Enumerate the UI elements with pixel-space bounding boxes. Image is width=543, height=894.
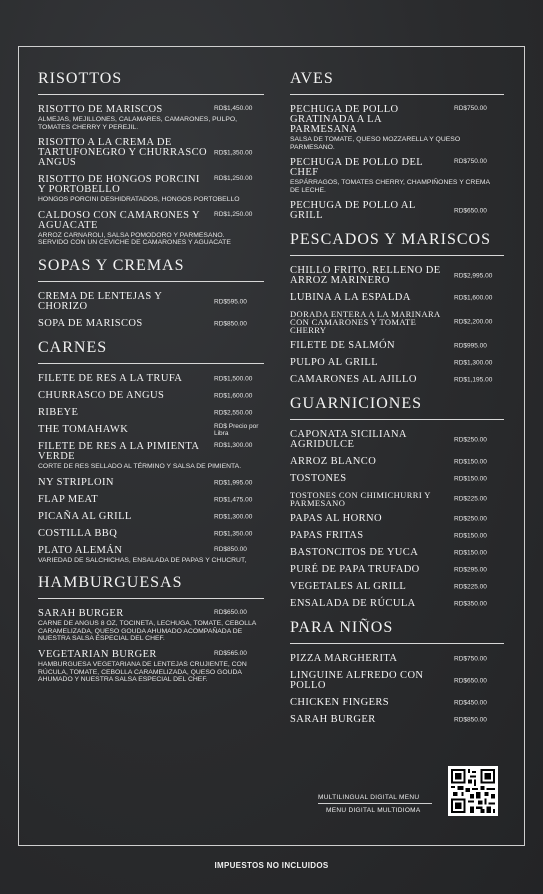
item-price: RD$1,300.00	[214, 513, 253, 521]
item-price: RD$225.00	[454, 495, 487, 503]
item-price: RD$995.00	[454, 342, 487, 350]
section-title: RISOTTOS	[38, 70, 264, 95]
item-price: RD$150.00	[454, 532, 487, 540]
menu-item	[290, 375, 504, 385]
menu-item	[38, 211, 264, 247]
item-price: RD$650.00	[454, 677, 487, 685]
section-title: PESCADOS Y MARISCOS	[290, 231, 504, 256]
item-name: FILETE DE SALMÓN	[290, 340, 395, 352]
item-description: HONGOS PORCINI DESHIDRATADOS, HONGOS PORTOBELLO	[38, 196, 240, 204]
item-description: ALMEJAS, MEJILLONES, CALAMARES, CAMARONES, PULPO, TOMATES CHERRY Y PEREJIL.	[38, 116, 238, 131]
item-name: NY STRIPLOIN	[38, 476, 114, 488]
item-price: RD$250.00	[454, 515, 487, 523]
menu-item	[38, 442, 264, 471]
item-name: PLATO ALEMÁN	[38, 544, 123, 556]
item-name: RISOTTO DE HONGOS PORCINI Y PORTOBELLO	[38, 174, 200, 196]
qr-divider	[318, 803, 432, 804]
item-price: RD$750.00	[454, 655, 487, 663]
menu-item	[38, 292, 264, 312]
item-name: PECHUGA DE POLLO AL GRILL	[290, 200, 416, 222]
item-name: ARROZ BLANCO	[290, 456, 377, 468]
item-name: DORADA ENTERA A LA MARINARA CON CAMARONES Y TOMATE CHERRY	[290, 309, 441, 336]
item-price: RD$850.00	[454, 716, 487, 724]
item-name: ENSALADA DE RÚCULA	[290, 598, 416, 610]
item-description: ARROZ CARNAROLI, SALSA POMODORO Y PARMESANO. SERVIDO CON UN CEVICHE DE CAMARONES Y AGUACATE	[38, 231, 231, 247]
item-price: RD$1,300.00	[214, 441, 253, 449]
item-name: SARAH BURGER	[38, 608, 124, 620]
menu-item	[38, 650, 264, 684]
menu-item	[290, 531, 504, 541]
item-description: VARIEDAD DE SALCHICHAS, ENSALADA DE PAPAS Y CHUCRUT,	[38, 556, 247, 564]
section-title: PARA NIÑOS	[290, 619, 504, 644]
item-name: FILETE DE RES A LA PIMIENTA VERDE	[38, 440, 199, 462]
menu-section	[290, 70, 504, 221]
item-price: RD$250.00	[454, 436, 487, 444]
item-price: RD$750.00	[454, 105, 487, 112]
item-price: RD$450.00	[454, 699, 487, 707]
qr-code-icon[interactable]	[448, 766, 498, 816]
qr-label-spanish: MENU DIGITAL MULTIDIOMA	[326, 807, 421, 814]
menu-item	[38, 529, 264, 539]
item-price: RD$750.00	[454, 158, 487, 166]
item-name: CHURRASCO DE ANGUS	[38, 389, 165, 401]
item-name: SARAH BURGER	[290, 714, 376, 726]
item-name: PECHUGA DE POLLO GRATINADA A LA PARMESANA	[290, 104, 399, 135]
item-name: LINGUINE ALFREDO CON POLLO	[290, 670, 424, 692]
menu-item	[38, 609, 264, 643]
qr-label-english: MULTILINGUAL DIGITAL MENU	[318, 794, 420, 801]
menu-item	[290, 430, 504, 450]
item-name: VEGETARIAN BURGER	[38, 648, 157, 660]
menu-item	[290, 582, 504, 592]
menu-section	[290, 619, 504, 725]
item-price: RD$1,250.00	[214, 210, 253, 218]
menu-right-column	[290, 70, 504, 735]
menu-item	[290, 310, 504, 334]
item-price: RD$150.00	[454, 458, 487, 466]
item-price: RD$1,995.00	[214, 479, 253, 487]
item-price: RD$225.00	[454, 583, 487, 591]
item-name: RISOTTO A LA CREMA DE TARTUFONEGRO Y CHURRASCO ANGUS	[38, 137, 207, 169]
menu-item	[38, 478, 264, 488]
menu-item	[38, 374, 264, 384]
menu-item	[38, 138, 264, 168]
item-price: RD$1,350.00	[214, 149, 253, 157]
item-name: CAPONATA SICILIANA AGRIDULCE	[290, 429, 407, 451]
item-price: RD$850.00	[214, 545, 247, 553]
section-title: HAMBURGUESAS	[38, 574, 264, 599]
menu-item	[290, 266, 504, 286]
item-description: CORTE DE RES SELLADO AL TÉRMINO Y SALSA DE PIMIENTA.	[38, 462, 242, 470]
item-name: TOSTONES CON CHIMICHURRI Y PARMESANO	[290, 490, 431, 509]
item-name: VEGETALES AL GRILL	[290, 581, 407, 593]
item-price: RD$1,195.00	[454, 376, 493, 384]
item-name: FLAP MEAT	[38, 493, 99, 505]
item-name: TOSTONES	[290, 473, 347, 485]
menu-item	[290, 654, 504, 664]
item-price: RD$150.00	[454, 475, 487, 483]
item-price: RD$1,350.00	[214, 530, 253, 538]
item-description: HAMBURGUESA VEGETARIANA DE LENTEJAS CRUJIENTE, CON RÚCULA, TOMATE, CEBOLLA CARAMELIZADA, QUESO GOUDA AHUMADO Y NUESTRA SALSA ESPECIAL DEL CHEF.	[38, 660, 247, 684]
item-description: CARNE DE ANGUS 8 OZ, TOCINETA, LECHUGA, TOMATE, CEBOLLA CARAMELIZADA, QUESO GOUDA AHUMADO ACOMPAÑADA DE NUESTRA SALSA ESPECIAL DEL CHEF.	[38, 620, 256, 643]
menu-item	[290, 671, 504, 691]
menu-item	[290, 158, 504, 194]
section-title: AVES	[290, 70, 504, 95]
menu-item	[38, 546, 264, 565]
menu-item	[290, 514, 504, 524]
menu-item	[290, 358, 504, 368]
menu-item	[38, 319, 264, 329]
digital-menu-block	[318, 766, 504, 824]
taxes-footnote: IMPUESTOS NO INCLUIDOS	[214, 861, 329, 870]
menu-item	[290, 565, 504, 575]
item-price: RD$2,200.00	[454, 318, 493, 326]
menu-item	[38, 408, 264, 418]
item-name: PULPO AL GRILL	[290, 357, 379, 369]
menu-item	[38, 175, 264, 204]
item-description: SALSA DE TOMATE, QUESO MOZZARELLA Y QUESO PARMESANO.	[290, 136, 461, 151]
item-name: PECHUGA DE POLLO DEL CHEF	[290, 157, 423, 179]
item-name: CALDOSO CON CAMARONES Y AGUACATE	[38, 209, 200, 231]
item-price: RD$850.00	[214, 320, 247, 328]
item-name: PAPAS AL HORNO	[290, 513, 382, 525]
section-title: CARNES	[38, 339, 264, 364]
menu-item	[290, 457, 504, 467]
item-price: RD$150.00	[454, 549, 487, 557]
menu-item	[38, 422, 264, 437]
menu-item	[290, 491, 504, 507]
item-name: CAMARONES AL AJILLO	[290, 374, 417, 386]
menu-section	[38, 257, 264, 329]
menu-left-column	[38, 70, 264, 694]
item-price: RD$1,300.00	[454, 359, 493, 367]
item-name: THE TOMAHAWK	[38, 423, 129, 435]
menu-item	[290, 599, 504, 609]
menu-item	[290, 201, 504, 221]
item-price: RD$595.00	[214, 298, 247, 306]
menu-item	[290, 548, 504, 558]
menu-item	[290, 698, 504, 708]
item-price: RD$650.00	[214, 609, 247, 617]
item-name: SOPA DE MARISCOS	[38, 317, 143, 329]
item-price: RD$2,995.00	[454, 272, 493, 280]
item-name: RISOTTO DE MARISCOS	[38, 104, 163, 115]
item-price: RD$295.00	[454, 566, 487, 574]
item-price: RD$650.00	[454, 207, 487, 215]
item-name: PICAÑA AL GRILL	[38, 510, 132, 522]
item-name: CREMA DE LENTEJAS Y CHORIZO	[38, 290, 162, 312]
item-price: RD$1,450.00	[214, 105, 253, 112]
section-title: SOPAS Y CREMAS	[38, 257, 264, 282]
item-name: RIBEYE	[38, 406, 79, 418]
item-name: PAPAS FRITAS	[290, 530, 364, 542]
item-name: PURÉ DE PAPA TRUFADO	[290, 564, 420, 576]
item-name: CHILLO FRITO. RELLENO DE ARROZ MARINERO	[290, 265, 441, 287]
menu-item	[38, 512, 264, 522]
menu-section	[38, 574, 264, 684]
item-price: RD$1,500.00	[214, 375, 253, 383]
item-price: RD$350.00	[454, 600, 487, 608]
item-price: RD$1,250.00	[214, 175, 253, 183]
item-price: RD$2,550.00	[214, 409, 253, 417]
item-price: RD$1,600.00	[214, 392, 253, 400]
item-name: CHICKEN FINGERS	[290, 697, 390, 709]
menu-item	[290, 293, 504, 303]
item-name: FILETE DE RES A LA TRUFA	[38, 372, 183, 384]
item-price: RD$1,600.00	[454, 294, 493, 302]
menu-item	[290, 341, 504, 351]
menu-item	[38, 391, 264, 401]
menu-item	[290, 715, 504, 725]
item-name: PIZZA MARGHERITA	[290, 653, 398, 665]
item-price: RD$ Precio por Libra	[214, 422, 259, 437]
menu-section	[38, 339, 264, 564]
menu-section	[290, 395, 504, 609]
menu-item	[38, 105, 264, 131]
item-description: ESPÁRRAGOS, TOMATES CHERRY, CHAMPIÑONES Y CREMA DE LECHE.	[290, 179, 490, 194]
item-price: RD$1,475.00	[214, 496, 253, 504]
menu-item	[290, 105, 504, 151]
item-name: BASTONCITOS DE YUCA	[290, 547, 419, 559]
section-title: GUARNICIONES	[290, 395, 504, 420]
menu-section	[38, 70, 264, 247]
item-price: RD$565.00	[214, 649, 247, 657]
menu-item	[290, 474, 504, 484]
menu-item	[38, 495, 264, 505]
menu-section	[290, 231, 504, 385]
item-name: LUBINA A LA ESPALDA	[290, 292, 411, 304]
item-name: COSTILLA BBQ	[38, 527, 118, 539]
